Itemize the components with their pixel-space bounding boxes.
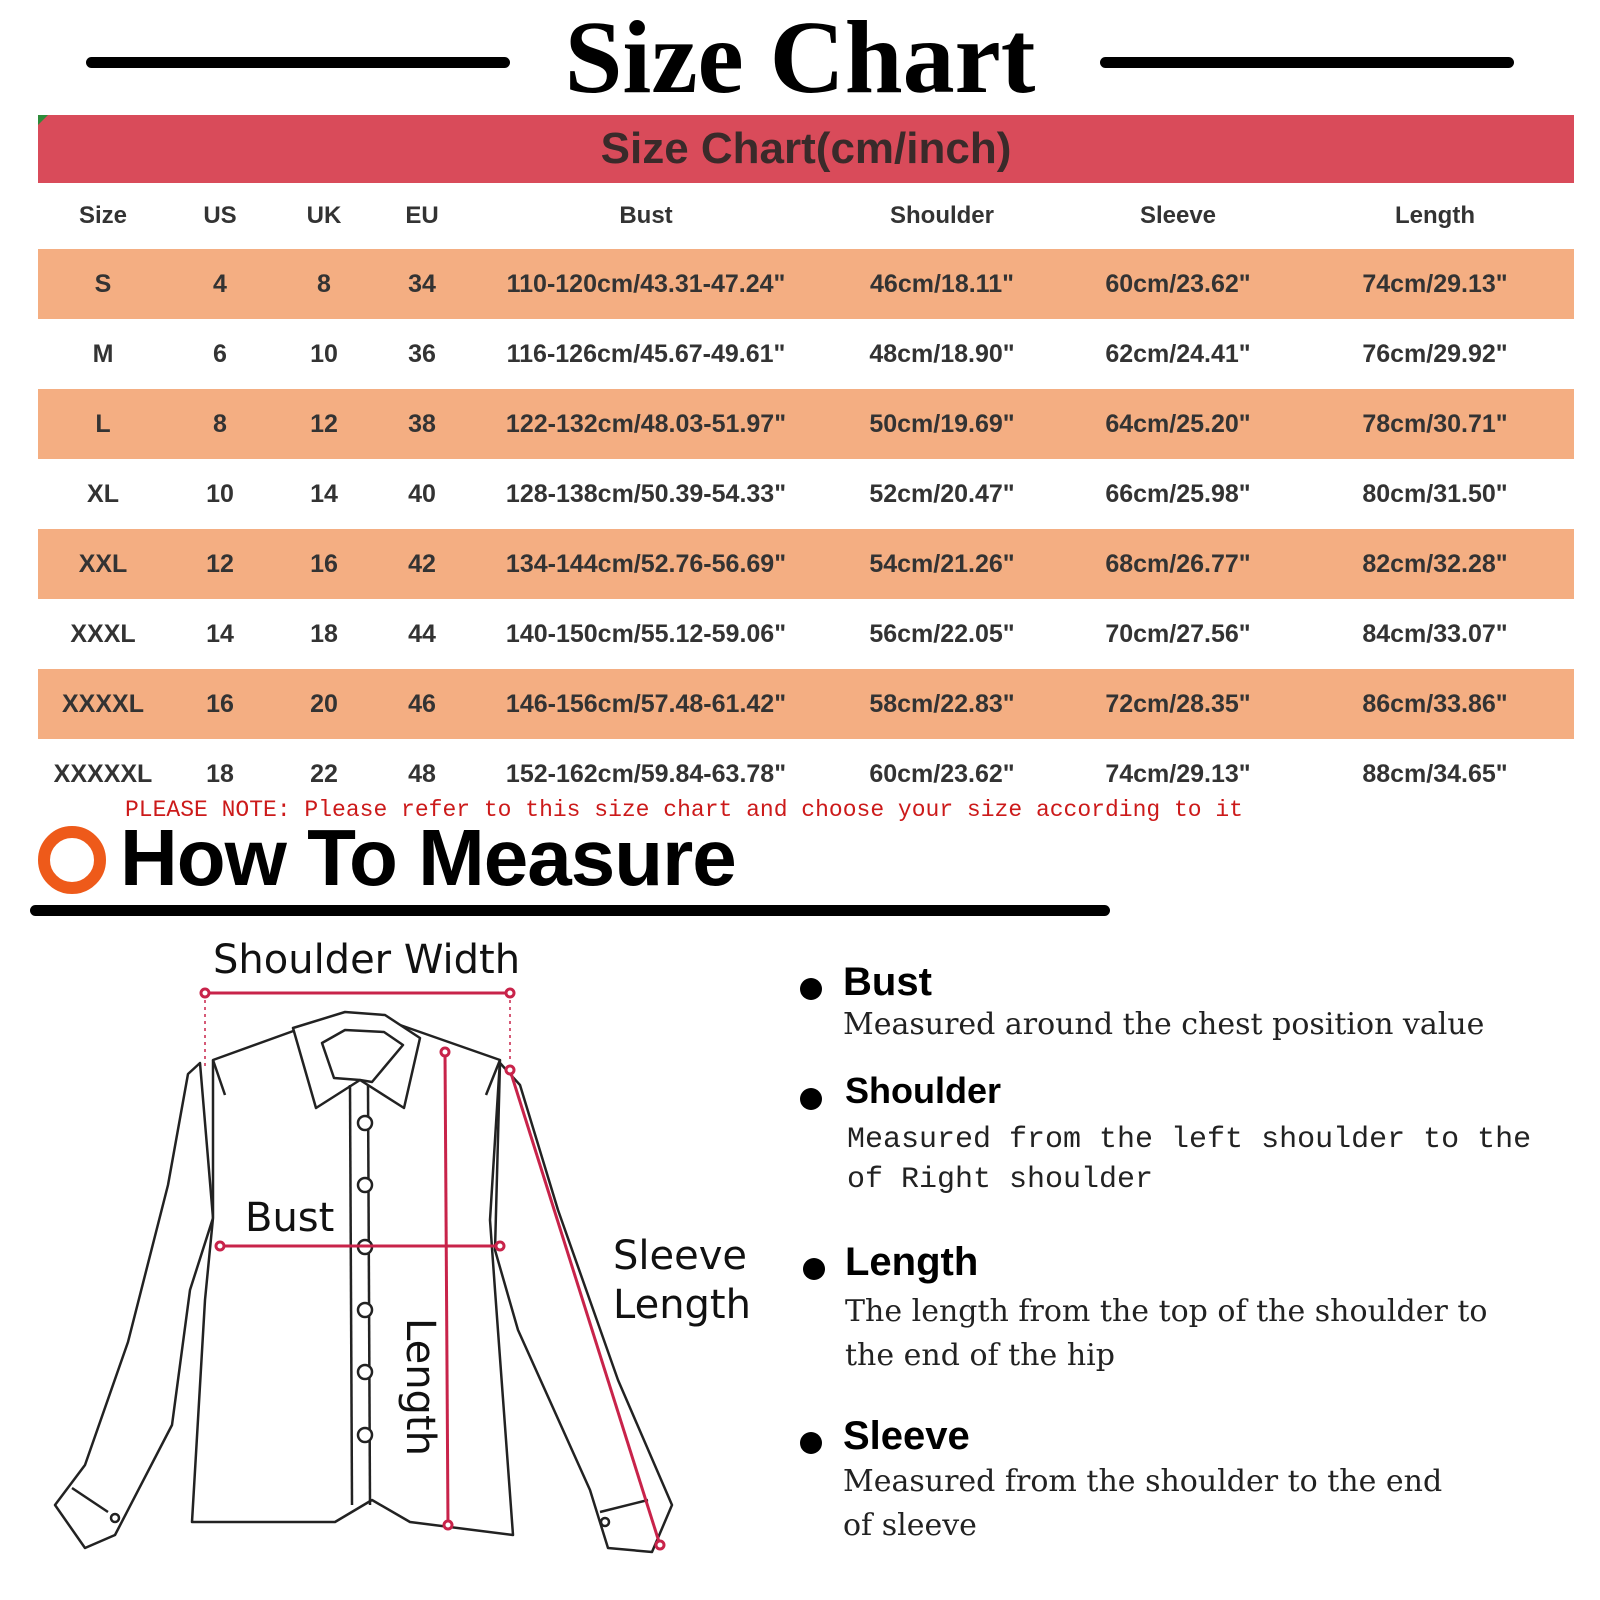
button-dot	[358, 1116, 372, 1130]
table-cell: M	[92, 339, 114, 368]
measure-desc-shoulder-line1: Measured from the left shoulder to the	[847, 1123, 1532, 1157]
table-cell: 56cm/22.05"	[869, 619, 1015, 648]
table-cell: 68cm/26.77"	[1060, 529, 1296, 599]
table-cell: 64cm/25.20"	[1060, 389, 1296, 459]
table-cell: 4	[168, 249, 272, 319]
button-dot	[358, 1365, 372, 1379]
table-cell: 14	[310, 479, 338, 508]
table-cell: 8	[272, 249, 376, 319]
table-cell: 12	[168, 529, 272, 599]
table-cell: XXXL	[70, 619, 136, 648]
table-row	[38, 249, 1574, 319]
table-cell: 146-156cm/57.48-61.42"	[468, 669, 824, 739]
table-cell: 78cm/30.71"	[1296, 389, 1574, 459]
table-cell: 20	[272, 669, 376, 739]
table-row	[38, 529, 1574, 599]
table-row	[38, 459, 1574, 529]
title-rule-right	[1100, 57, 1514, 68]
measure-desc-sleeve-line1: Measured from the shoulder to the end	[843, 1464, 1443, 1499]
table-cell: 54cm/21.26"	[824, 529, 1060, 599]
measure-title-length: Length	[845, 1240, 979, 1284]
button-dot	[358, 1178, 372, 1192]
measure-desc-bust: Measured around the chest position value	[843, 1007, 1485, 1042]
table-cell: 22	[310, 759, 338, 788]
table-cell: 34	[376, 249, 468, 319]
table-cell: 52cm/20.47"	[869, 479, 1015, 508]
bullet-icon	[800, 1088, 822, 1110]
table-cell: XXL	[38, 529, 168, 599]
table-cell: 70cm/27.56"	[1105, 619, 1251, 648]
table-cell: 10	[206, 479, 234, 508]
table-cell: 122-132cm/48.03-51.97"	[468, 389, 824, 459]
length-label: Length	[397, 1318, 443, 1456]
bust-label: Bust	[245, 1195, 335, 1241]
table-cell: 38	[376, 389, 468, 459]
table-cell: 72cm/28.35"	[1060, 669, 1296, 739]
table-header-row	[38, 183, 1574, 249]
table-cell: 74cm/29.13"	[1105, 759, 1251, 788]
column-header: Sleeve	[1139, 202, 1217, 229]
table-row	[38, 669, 1574, 739]
size-note: PLEASE NOTE: Please refer to this size chart and choose your size according to it	[125, 797, 1243, 823]
measure-desc-length-line1: The length from the top of the shoulder to	[845, 1294, 1488, 1329]
measure-desc-sleeve-line2: of sleeve	[843, 1508, 977, 1543]
table-cell: XXXXXL	[53, 759, 153, 788]
table-cell: 14	[206, 619, 234, 648]
button-dot	[358, 1303, 372, 1317]
table-cell: 134-144cm/52.76-56.69"	[468, 529, 824, 599]
table-cell: 50cm/19.69"	[824, 389, 1060, 459]
table-cell: 84cm/33.07"	[1362, 619, 1508, 648]
column-header: EU	[405, 202, 439, 229]
bullet-icon	[803, 1258, 825, 1280]
measure-title-shoulder: Shoulder	[845, 1070, 1002, 1111]
title-rule-left	[86, 57, 510, 68]
table-cell: L	[38, 389, 168, 459]
measure-desc-shoulder-line2: of Right shoulder	[847, 1163, 1154, 1197]
table-cell: 74cm/29.13"	[1296, 249, 1574, 319]
table-cell: S	[38, 249, 168, 319]
table-cell: 48	[408, 759, 436, 788]
table-cell: 46cm/18.11"	[824, 249, 1060, 319]
table-cell: 88cm/34.65"	[1362, 759, 1508, 788]
page-title: Size Chart	[564, 0, 1036, 115]
table-cell: 60cm/23.62"	[869, 759, 1015, 788]
table-cell: 62cm/24.41"	[1105, 339, 1251, 368]
table-cell: 10	[310, 339, 338, 368]
table-cell: 140-150cm/55.12-59.06"	[505, 619, 787, 648]
table-cell: 42	[376, 529, 468, 599]
size-table	[38, 183, 1574, 809]
sleeve-label-line1: Sleeve	[613, 1233, 748, 1279]
how-to-measure-rule	[30, 905, 1110, 916]
bullet-icon	[800, 1432, 822, 1454]
table-cell: 76cm/29.92"	[1362, 339, 1508, 368]
table-cell: 82cm/32.28"	[1296, 529, 1574, 599]
table-cell: 60cm/23.62"	[1060, 249, 1296, 319]
table-cell: 18	[206, 759, 234, 788]
column-header: Size	[78, 202, 128, 229]
table-cell: 16	[168, 669, 272, 739]
table-cell: 18	[310, 619, 338, 648]
table-cell: 16	[272, 529, 376, 599]
button-dot	[358, 1428, 372, 1442]
table-cell: 110-120cm/43.31-47.24"	[468, 249, 824, 319]
measure-title-bust: Bust	[843, 960, 932, 1004]
table-cell: 86cm/33.86"	[1296, 669, 1574, 739]
column-header: Bust	[619, 202, 673, 229]
table-cell: 116-126cm/45.67-49.61"	[506, 339, 786, 368]
how-to-measure-title: How To Measure	[120, 813, 736, 902]
table-cell: XL	[87, 479, 119, 508]
table-cell: 6	[213, 339, 227, 368]
table-cell: 46	[376, 669, 468, 739]
bullet-icon	[800, 978, 822, 1000]
column-header: Length	[1395, 202, 1475, 229]
table-row	[38, 599, 1574, 669]
table-band-title: Size Chart(cm/inch)	[600, 124, 1012, 173]
shoulder-width-label: Shoulder Width	[213, 937, 521, 983]
measure-title-sleeve: Sleeve	[843, 1414, 970, 1458]
table-cell: 40	[408, 479, 436, 508]
ring-icon	[38, 826, 106, 894]
table-cell: 12	[272, 389, 376, 459]
table-cell: 152-162cm/59.84-63.78"	[505, 759, 787, 788]
column-header: US	[203, 202, 237, 229]
table-cell: 58cm/22.83"	[824, 669, 1060, 739]
column-header: UK	[306, 202, 342, 229]
table-cell: 36	[408, 339, 436, 368]
table-cell: 66cm/25.98"	[1105, 479, 1251, 508]
table-cell: XXXXL	[38, 669, 168, 739]
table-cell: 128-138cm/50.39-54.33"	[505, 479, 787, 508]
table-cell: 80cm/31.50"	[1362, 479, 1508, 508]
table-cell: 44	[408, 619, 436, 648]
measure-desc-length-line2: the end of the hip	[845, 1338, 1115, 1373]
column-header: Shoulder	[889, 202, 994, 229]
table-row	[38, 319, 1574, 389]
table-row	[38, 389, 1574, 459]
table-cell: 48cm/18.90"	[869, 339, 1015, 368]
sleeve-label-line2: Length	[613, 1282, 751, 1328]
table-cell: 8	[168, 389, 272, 459]
